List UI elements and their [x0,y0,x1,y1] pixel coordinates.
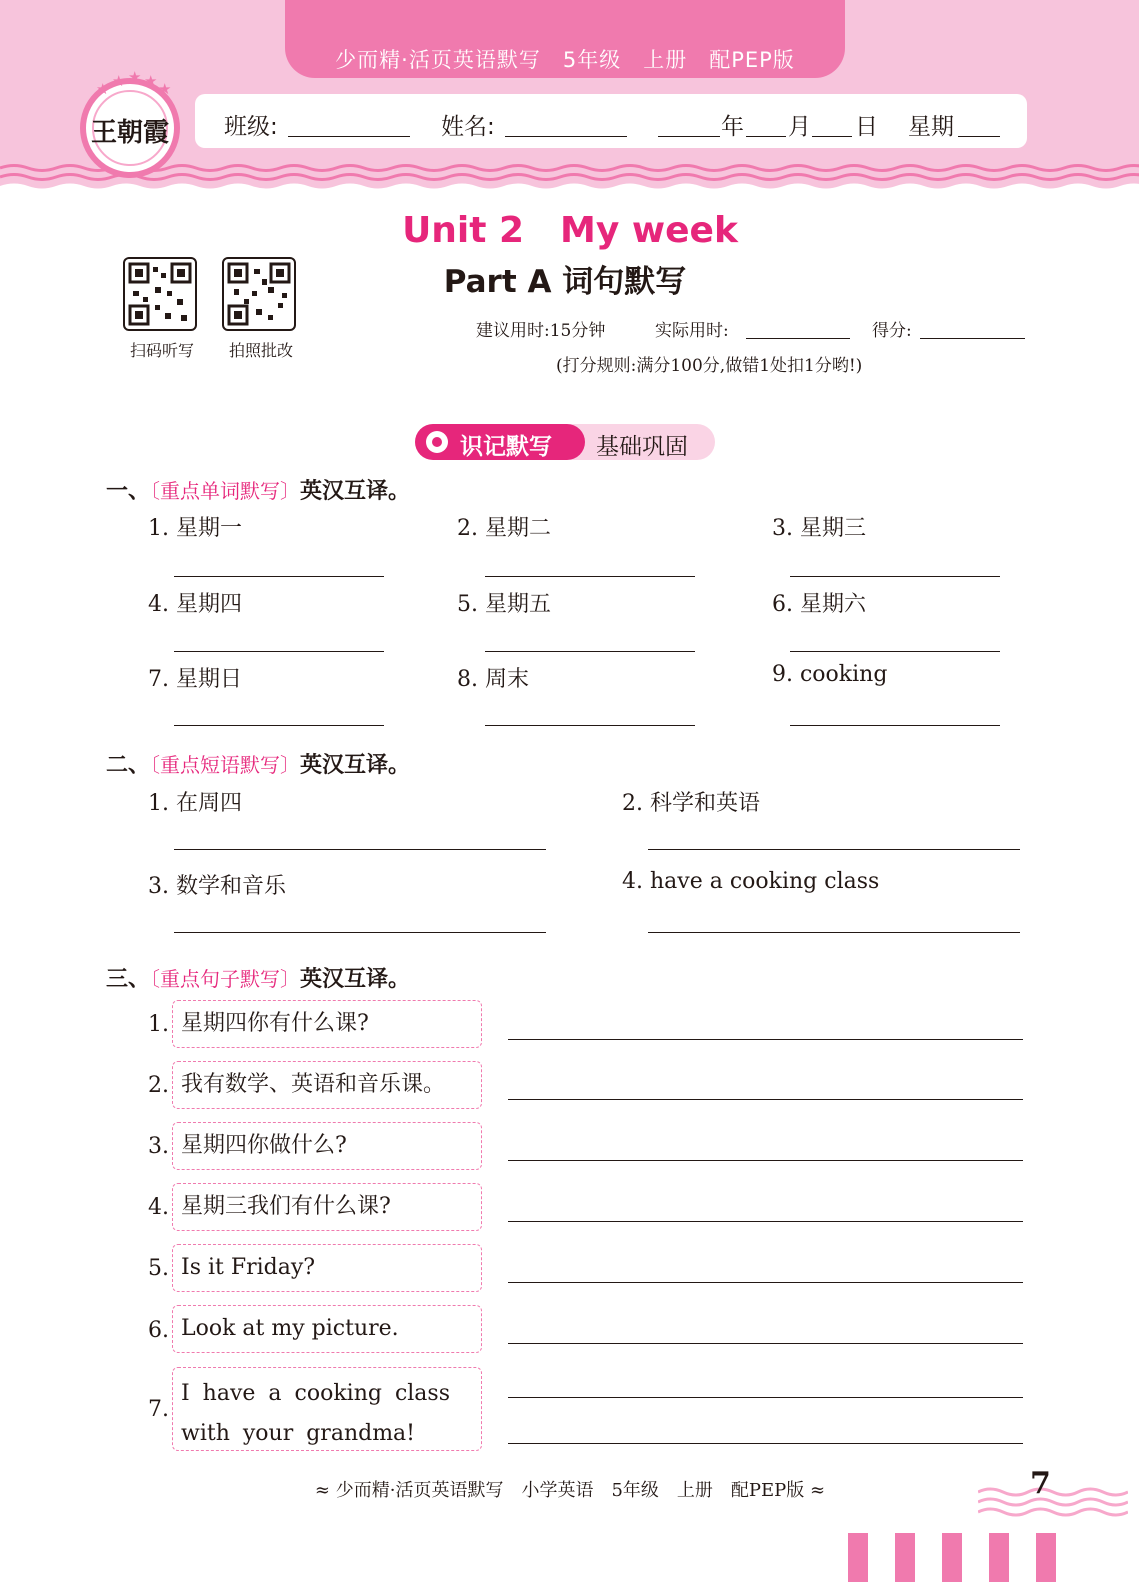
answer-line[interactable] [508,1221,1023,1222]
star-icon: ★ [144,72,158,90]
qr-grade-label: 拍照批改 [228,341,293,360]
year-label: 年 [721,114,744,140]
actual-time-label: 实际用时: [655,321,729,341]
answer-line[interactable] [508,1397,1023,1398]
score-label: 得分: [872,321,912,341]
score-field[interactable] [920,338,1025,339]
answer-line[interactable] [485,725,695,726]
answer-line[interactable] [508,1039,1023,1040]
banner-label-left: 识记默写 [460,434,552,460]
section-instruction: 英汉互译。 [300,479,411,504]
phrase-item: 3. 数学和音乐 [148,874,286,899]
logo-text: 王朝霞 [90,118,169,148]
sentence-number: 1. [148,1012,169,1037]
answer-line[interactable] [174,932,546,933]
weekday-label: 星期 [908,114,954,140]
answer-line[interactable] [508,1343,1023,1344]
section-2-heading [106,748,410,779]
sentence-number: 7. [148,1397,169,1422]
sentence-box: 星期三我们有什么课? [172,1183,482,1231]
qr-pattern-icon [224,259,294,329]
decor-bar [942,1533,962,1582]
decor-bar [895,1533,915,1582]
answer-line[interactable] [790,651,1000,652]
section-tag: 〔重点短语默写〕 [150,753,301,777]
answer-line[interactable] [508,1282,1023,1283]
answer-line[interactable] [174,651,384,652]
sentence-number: 3. [148,1134,169,1159]
suggested-time: 建议用时:15分钟 [476,321,606,341]
decor-bar [848,1533,868,1582]
answer-line[interactable] [648,849,1020,850]
section-3-heading [106,962,410,993]
section-1-heading [106,474,410,505]
word-item: 7. 星期日 [148,667,242,692]
class-label: 班级: [224,114,278,140]
footer-wave [978,1484,1128,1526]
answer-line[interactable] [790,725,1000,726]
star-icon: ★ [128,68,142,86]
star-icon: ★ [96,80,110,98]
star-icon: ★ [158,80,172,98]
unit-title: Unit 2 My week [402,210,738,251]
name-label: 姓名: [441,114,495,140]
decor-bar [989,1533,1009,1582]
sentence-box: Look at my picture. [172,1305,482,1353]
word-item: 6. 星期六 [772,592,866,617]
series-title: 少而精·活页英语默写 5年级 上册 配PEP版 [335,48,795,72]
phrase-item: 4. have a cooking class [622,869,880,894]
answer-line[interactable] [485,576,695,577]
sentence-number: 2. [148,1073,169,1098]
sentence-number: 6. [148,1318,169,1343]
answer-line[interactable] [508,1443,1023,1444]
answer-line[interactable] [790,576,1000,577]
word-item: 8. 周末 [457,667,529,692]
section-number: 一、 [106,479,151,504]
qr-listen-label: 扫码听写 [129,341,194,360]
month-label: 月 [788,114,811,140]
student-info-box [195,94,1027,148]
word-item: 4. 星期四 [148,592,242,617]
year-field[interactable] [658,136,720,137]
weekday-field[interactable] [958,136,1000,137]
decor-bar [1036,1533,1056,1582]
sentence-number: 5. [148,1256,169,1281]
answer-line[interactable] [648,932,1020,933]
part-title: Part A 词句默写 [443,264,687,300]
sentence-box: 星期四你做什么? [172,1122,482,1170]
phrase-item: 2. 科学和英语 [622,791,760,816]
qr-pattern-icon [125,259,195,329]
day-label: 日 [855,114,878,140]
name-field[interactable] [505,136,627,137]
answer-line[interactable] [508,1099,1023,1100]
word-item: 2. 星期二 [457,516,551,541]
score-rule: (打分规则:满分100分,做错1处扣1分哟!) [556,356,863,376]
sentence-box: Is it Friday? [172,1244,482,1292]
answer-line[interactable] [174,725,384,726]
sentence-box: 星期四你有什么课? [172,1000,482,1048]
word-item: 5. 星期五 [457,592,551,617]
section-tag: 〔重点句子默写〕 [150,967,301,991]
word-item: 3. 星期三 [772,516,866,541]
sentence-box: 我有数学、英语和音乐课。 [172,1061,482,1109]
actual-time-field[interactable] [746,338,850,339]
sentence-number: 4. [148,1195,169,1220]
word-item: 9. cooking [772,662,888,687]
footer-text: ≈ 少而精·活页英语默写 小学英语 5年级 上册 配PEP版 ≈ [314,1480,826,1501]
page-number: 7 [1030,1466,1051,1501]
word-item: 1. 星期一 [148,516,242,541]
answer-line[interactable] [485,651,695,652]
answer-line[interactable] [174,576,384,577]
header-wave [0,160,1139,194]
month-field[interactable] [746,136,786,137]
medal-icon [426,431,448,453]
section-instruction: 英汉互译。 [300,967,411,992]
section-instruction: 英汉互译。 [300,753,411,778]
answer-line[interactable] [174,849,546,850]
section-number: 二、 [106,753,151,778]
phrase-item: 1. 在周四 [148,791,242,816]
qr-code-listen[interactable] [123,257,197,331]
section-tag: 〔重点单词默写〕 [150,479,301,503]
banner-label-right: 基础巩固 [596,434,688,460]
answer-line[interactable] [508,1160,1023,1161]
sentence-box: I have a cooking class with your grandma! [172,1367,482,1451]
section-number: 三、 [106,967,151,992]
class-field[interactable] [288,136,410,137]
day-field[interactable] [812,136,852,137]
star-icon: ★ [112,72,126,90]
qr-code-grade[interactable] [222,257,296,331]
